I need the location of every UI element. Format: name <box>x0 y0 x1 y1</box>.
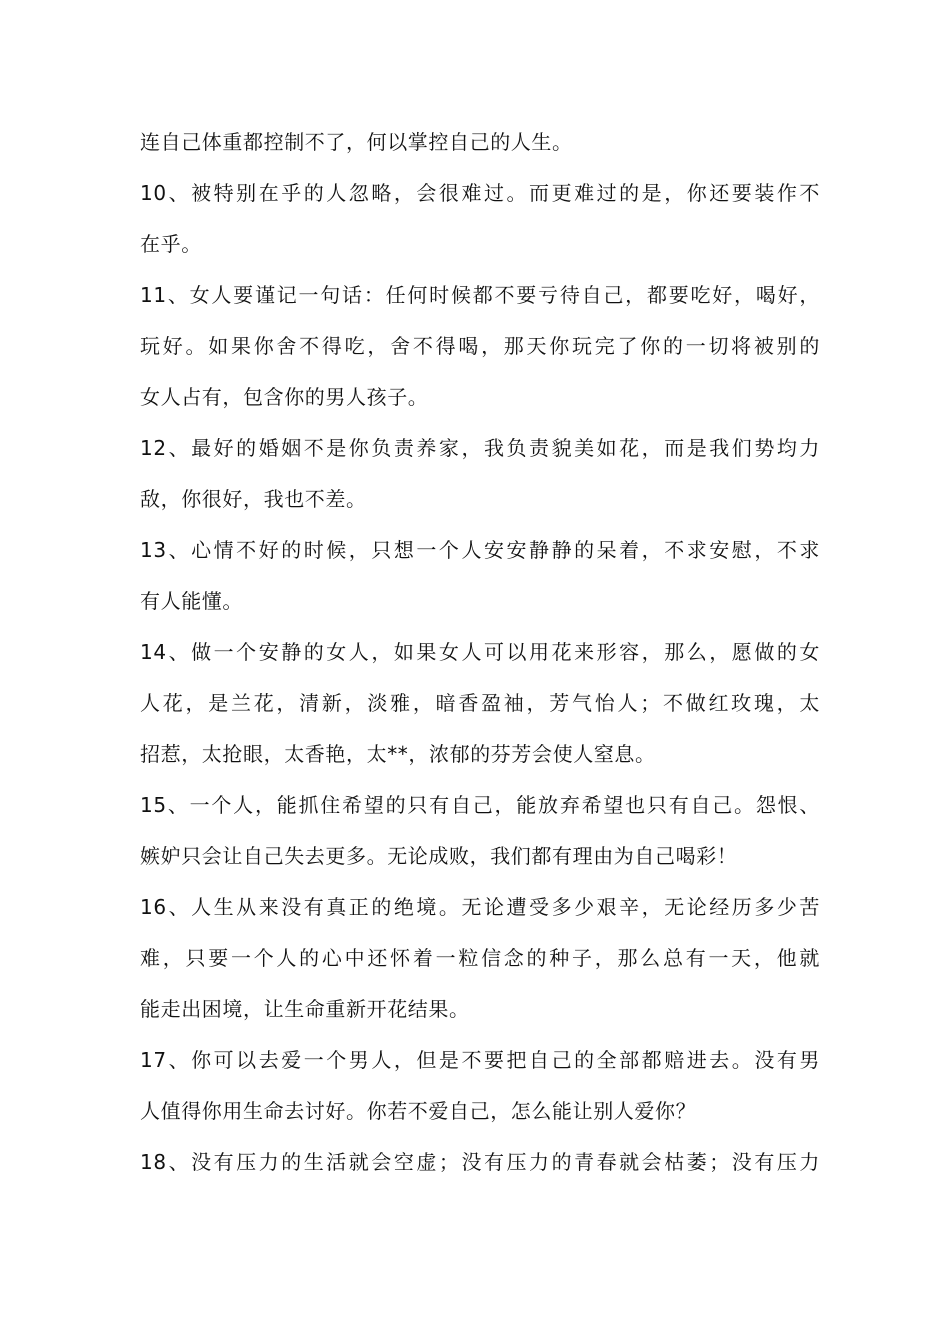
text-line: 招惹，太抢眼，太香艳，太**，浓郁的芬芳会使人窒息。 <box>140 742 656 766</box>
text-line: 18、没有压力的生活就会空虚；没有压力的青春就会枯萎；没有压力 <box>140 1150 820 1174</box>
text-line: 14、做一个安静的女人，如果女人可以用花来形容，那么，愿做的女 <box>140 640 820 664</box>
text-line: 11、女人要谨记一句话：任何时候都不要亏待自己，都要吃好，喝好， <box>140 283 820 307</box>
text-line: 人花，是兰花，清新，淡雅，暗香盈袖，芳气怡人；不做红玫瑰，太 <box>140 691 820 715</box>
text-line: 人值得你用生命去讨好。你若不爱自己，怎么能让别人爱你？ <box>140 1099 697 1123</box>
document-body <box>140 117 820 1188</box>
text-line: 13、心情不好的时候，只想一个人安安静静的呆着，不求安慰，不求 <box>140 538 820 562</box>
text-line: 敌，你很好，我也不差。 <box>140 487 367 511</box>
text-line: 10、被特别在乎的人忽略，会很难过。而更难过的是，你还要装作不 <box>140 181 820 205</box>
text-line: 在乎。 <box>140 232 202 256</box>
text-line: 嫉妒只会让自己失去更多。无论成败，我们都有理由为自己喝彩！ <box>140 844 738 868</box>
text-line: 15、一个人，能抓住希望的只有自己，能放弃希望也只有自己。怨恨、 <box>140 793 820 817</box>
text-line: 17、你可以去爱一个男人，但是不要把自己的全部都赔进去。没有男 <box>140 1048 820 1072</box>
text-line: 难，只要一个人的心中还怀着一粒信念的种子，那么总有一天，他就 <box>140 946 820 970</box>
text-line: 有人能懂。 <box>140 589 243 613</box>
text-line: 连自己体重都控制不了，何以掌控自己的人生。 <box>140 130 573 154</box>
text-line: 12、最好的婚姻不是你负责养家，我负责貌美如花，而是我们势均力 <box>140 436 820 460</box>
text-line: 玩好。如果你舍不得吃，舍不得喝，那天你玩完了你的一切将被别的 <box>140 334 820 358</box>
text-line: 16、人生从来没有真正的绝境。无论遭受多少艰辛，无论经历多少苦 <box>140 895 820 919</box>
text-line: 女人占有，包含你的男人孩子。 <box>140 385 429 409</box>
text-line: 能走出困境，让生命重新开花结果。 <box>140 997 470 1021</box>
